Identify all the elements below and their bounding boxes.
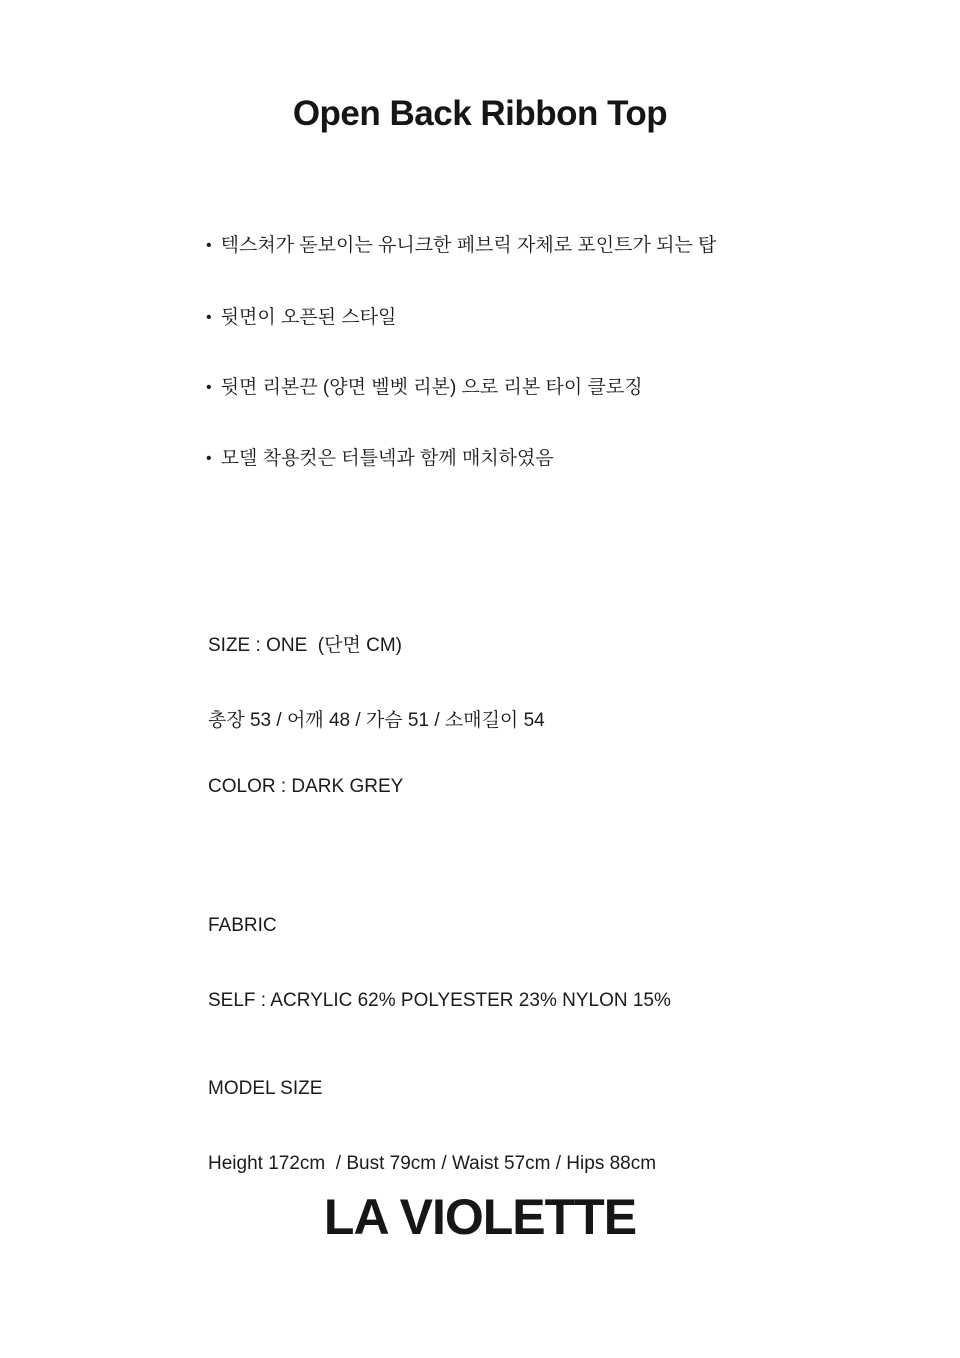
model-size-measurements: Height 172cm / Bust 79cm / Waist 57cm / Hips 88cm <box>208 1153 657 1174</box>
color-section <box>208 724 403 849</box>
bullet-icon: • <box>206 237 212 254</box>
feature-text: 모델 착용컷은 터틀넥과 함께 매치하였음 <box>220 448 554 469</box>
feature-text: 텍스쳐가 돋보이는 유니크한 페브릭 자체로 포인트가 되는 탑 <box>220 235 717 256</box>
bullet-icon: • <box>206 379 212 396</box>
bullet-icon: • <box>206 309 212 326</box>
size-heading: SIZE : ONE (단면 CM) <box>208 635 402 656</box>
feature-text: 뒷면 리본끈 (양면 벨벳 리본) 으로 리본 타이 클로징 <box>220 377 643 398</box>
model-size-heading: MODEL SIZE <box>208 1078 323 1099</box>
bullet-icon: • <box>206 450 212 467</box>
feature-bullet <box>206 306 396 329</box>
feature-bullet <box>206 376 643 399</box>
brand-logo: LA VIOLETTE <box>323 1189 637 1245</box>
feature-text: 뒷면이 오픈된 스타일 <box>220 307 397 328</box>
feature-bullet <box>206 234 716 257</box>
feature-bullet <box>206 447 554 470</box>
product-title: Open Back Ribbon Top <box>292 94 668 133</box>
size-measurements: 총장 53 / 어깨 48 / 가슴 51 / 소매길이 54 <box>208 710 545 731</box>
fabric-composition: SELF : ACRYLIC 62% POLYESTER 23% NYLON 15% <box>208 990 671 1011</box>
color-line: COLOR : DARK GREY <box>208 776 404 797</box>
fabric-heading: FABRIC <box>208 915 277 936</box>
